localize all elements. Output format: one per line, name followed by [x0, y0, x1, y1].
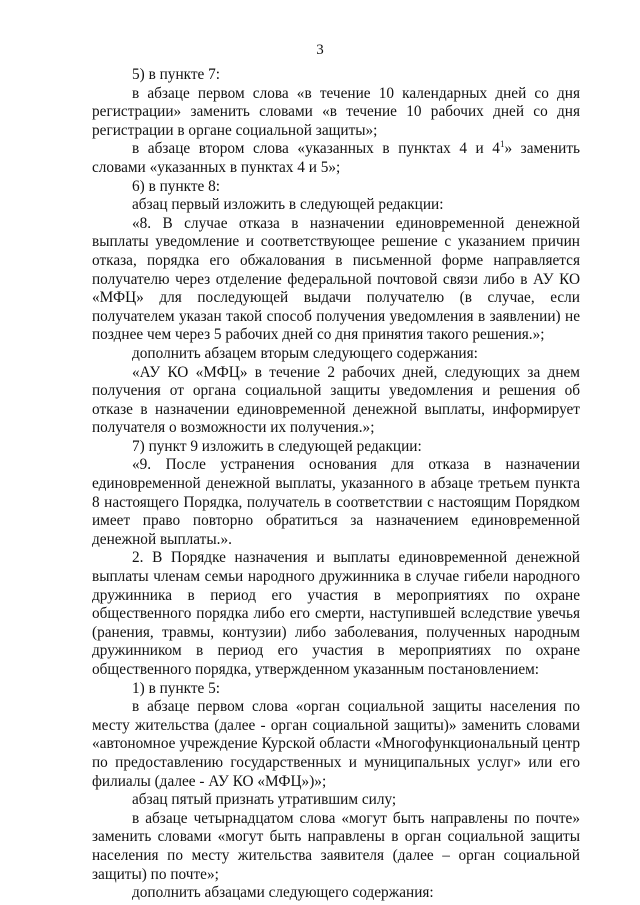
- paragraph: дополнить абзацем вторым следующего содержания:: [132, 344, 478, 362]
- paragraph: 6) в пункте 8:: [132, 177, 221, 195]
- paragraph: 1) в пункте 5:: [132, 679, 221, 697]
- paragraph: 5) в пункте 7:: [132, 66, 221, 83]
- paragraph: абзац пятый признать утратившим силу;: [132, 791, 397, 809]
- paragraph: «9. После устранения основания для отказа в назначении единовременной денежной выплаты, указанного в абзаце третьем пункта 8 настоящего Порядка, получатель в соответствии с настоящим Порядком имеет право повторно обратиться за назначением единовременной денежной выплаты.».: [92, 456, 580, 548]
- document-body: [92, 66, 580, 903]
- paragraph: «8. В случае отказа в назначении единовременной денежной выплаты уведомление и соответствующее решение с указанием причин отказа, порядка его обжалования в письменной форме направляется получателю через отделение федеральной почтовой связи либо в АУ КО «МФЦ» для последующей выдачи получателю (в случае, если получателем указан такой способ получения уведомления в заявлении) не позднее чем через 5 рабочих дней со дня принятия такого решения.»;: [92, 214, 580, 344]
- paragraph: абзац первый изложить в следующей редакции:: [132, 196, 444, 214]
- paragraph: дополнить абзацами следующего содержания:: [132, 884, 434, 902]
- paragraph: «АУ КО «МФЦ» в течение 2 рабочих дней, следующих за днем получения от органа социальной защиты уведомления и решения об отказе в назначении единовременной денежной выплаты, информирует получателя о возможности их получения.»;: [92, 363, 580, 437]
- paragraph: в абзаце втором слова «указанных в пунктах 4 и $4^1$» заменить словами «указанных в пунктах 4 и 5»;: [92, 139, 581, 176]
- paragraph: в абзаце четырнадцатом слова «могут быть направлены по почте» заменить словами «могут быть направлены в орган социальной защиты населения по месту жительства заявителя (далее – орган социальной защиты) по почте»;: [92, 809, 580, 883]
- paragraph: 2. В Порядке назначения и выплаты единовременной денежной выплаты членам семьи народного дружинника в случае гибели народного дружинника в период его участия в мероприятиях по охране общественного порядка либо его смерти, наступившей вследствие увечья (ранения, травмы, контузии) либо заболевания, полученных народным дружинником в период его участия в мероприятиях по охране общественного порядка, утвержденном указанным постановлением:: [92, 549, 580, 678]
- paragraph: в абзаце первом слова «орган социальной защиты населения по месту жительства (далее - орган социальной защиты)» заменить словами «автономное учреждение Курской области «Многофункциональный центр по предоставлению государственных и муниципальных услуг» или его филиалы (далее - АУ КО «МФЦ»)»;: [92, 698, 580, 790]
- paragraph: 7) пункт 9 изложить в следующей редакции:: [132, 437, 422, 455]
- page-number: 3: [316, 42, 324, 58]
- superscript-one: 1: [499, 139, 505, 150]
- paragraph: в абзаце первом слова «в течение 10 календарных дней со дня регистрации» заменить словами «в течение 10 рабочих дней со дня регистрации в органе социальной защиты»;: [92, 84, 580, 139]
